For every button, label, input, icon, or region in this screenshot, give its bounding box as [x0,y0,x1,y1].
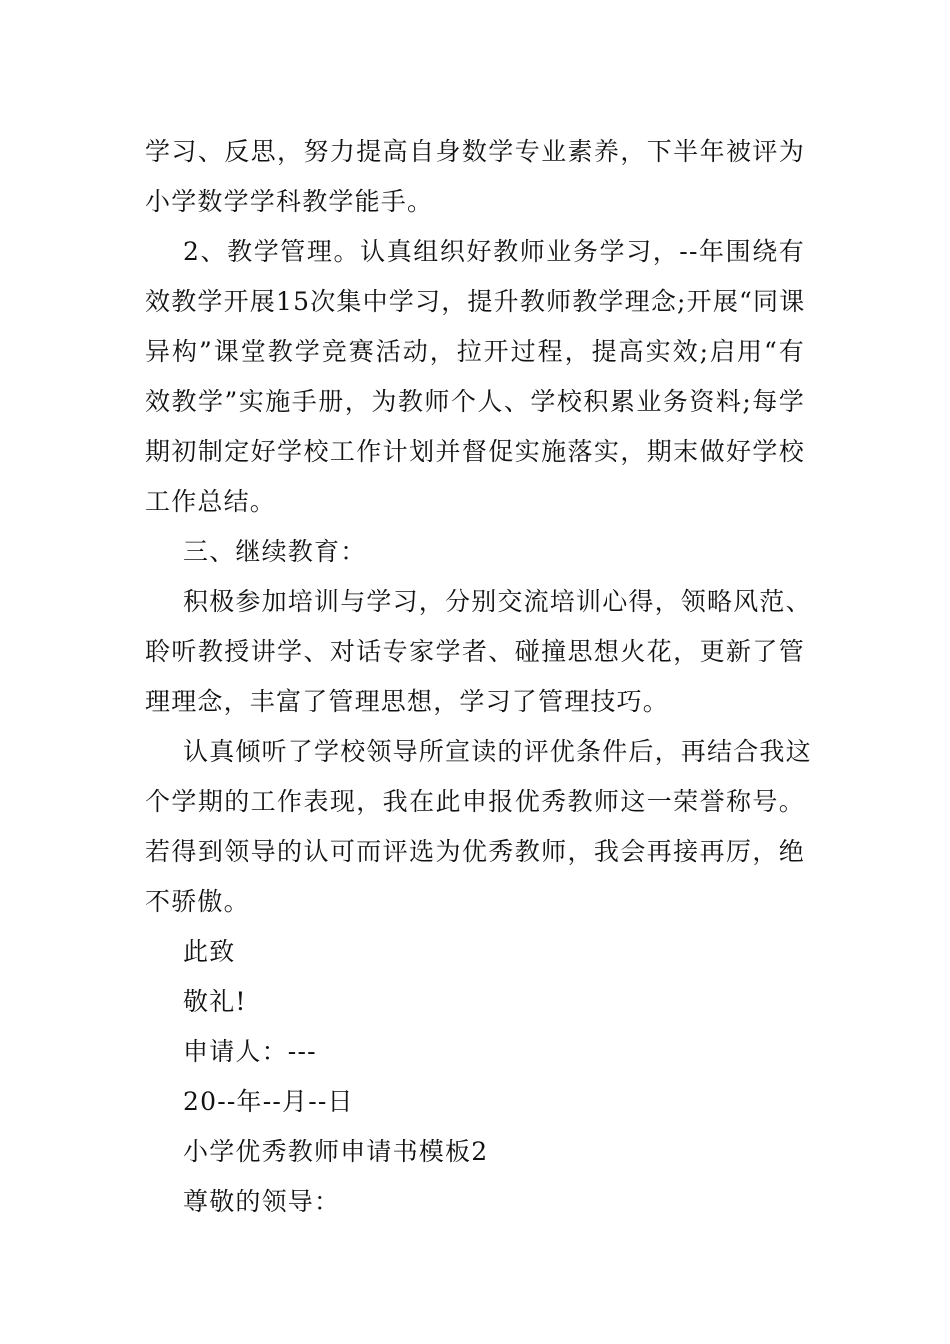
paragraph-line: 认真倾听了学校领导所宣读的评优条件后，再结合我这 [183,737,812,766]
paragraph-line: 效教学开展15次集中学习，提升教师教学理念;开展“同课 [145,287,806,316]
paragraph-line: 效教学”实施手册，为教师个人、学校积累业务资料;每学 [145,387,805,416]
section-heading: 三、继续教育： [183,537,367,566]
paragraph-line: 小学数学学科教学能手。 [145,187,434,216]
date-line: 20--年--月--日 [183,1087,354,1116]
paragraph-line: 理理念，丰富了管理思想，学习了管理技巧。 [145,687,670,716]
paragraph-line: 不骄傲。 [145,887,250,916]
paragraph-line: 期初制定好学校工作计划并督促实施落实，期末做好学校 [145,437,805,466]
paragraph-line: 积极参加培训与学习，分别交流培训心得，领略风范、 [183,587,812,616]
paragraph-line: 2、教学管理。认真组织好教师业务学习，--年围绕有 [183,237,805,266]
paragraph-line: 工作总结。 [145,487,277,516]
paragraph-line: 学习、反思，努力提高自身数学专业素养，下半年被评为 [145,137,805,166]
paragraph-line: 个学期的工作表现，我在此申报优秀教师这一荣誉称号。 [145,787,805,816]
closing-salutation: 此致 [183,937,236,966]
paragraph-line: 异构”课堂教学竞赛活动，拉开过程，提高实效;启用“有 [145,337,805,366]
template-title: 小学优秀教师申请书模板2 [183,1137,489,1166]
paragraph-line: 聆听教授讲学、对话专家学者、碰撞思想火花，更新了管 [145,637,805,666]
paragraph-line: 若得到领导的认可而评选为优秀教师，我会再接再厉，绝 [145,837,805,866]
closing-greeting: 敬礼! [183,987,247,1016]
salutation: 尊敬的领导： [183,1187,341,1216]
applicant-signature: 申请人：--- [183,1037,317,1066]
